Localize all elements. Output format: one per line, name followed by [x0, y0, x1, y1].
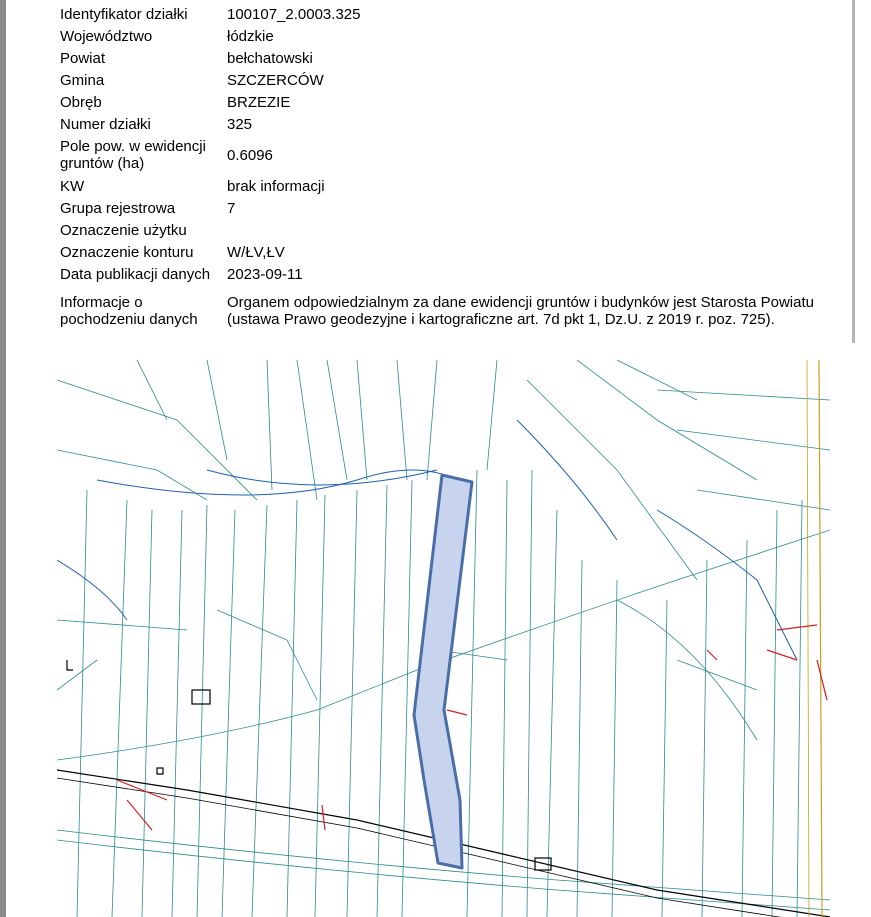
info-label: Numer działki	[60, 115, 151, 133]
info-row-contour	[60, 241, 840, 263]
info-row-precinct	[60, 91, 840, 113]
info-label: Obręb	[60, 93, 102, 111]
utility-lines	[117, 625, 827, 830]
cadastral-map-svg	[57, 360, 830, 917]
selected-parcel-325[interactable]	[414, 475, 472, 868]
info-value: brak informacji	[227, 177, 325, 195]
info-label: Oznaczenie konturu	[60, 243, 194, 261]
info-value: SZCZERCÓW	[227, 71, 324, 89]
info-row-area	[60, 135, 840, 175]
info-label: Informacje o pochodzeniu danych	[60, 294, 198, 328]
info-row-register-group	[60, 197, 840, 219]
buildings	[67, 660, 551, 870]
info-row-publication-date	[60, 263, 840, 285]
info-row-commune	[60, 69, 840, 91]
info-label: Grupa rejestrowa	[60, 199, 176, 217]
info-label: Data publikacji danych	[60, 265, 211, 283]
info-value: bełchatowski	[227, 49, 313, 67]
left-scroll-edge	[0, 0, 6, 917]
info-row-land-register	[60, 175, 840, 197]
info-value: 100107_2.0003.325	[227, 5, 361, 23]
right-scroll-edge	[852, 0, 855, 343]
info-value: 325	[227, 115, 253, 133]
info-value: Organem odpowiedzialnym za dane ewidencji gruntów i budynków jest Starosta Powiatu (ustawa Prawo geodezyjne i kartograficzne art. 7d pkt 1, Dz.U. z 2019 r. poz. 725).	[227, 294, 814, 328]
info-value: W/ŁV,ŁV	[227, 243, 285, 261]
info-value: 0.6096	[227, 146, 273, 164]
info-label: Województwo	[60, 27, 153, 45]
info-label: Powiat	[60, 49, 106, 67]
info-label: Oznaczenie użytku	[60, 221, 187, 239]
info-row-data-origin	[60, 285, 840, 337]
info-row-voivodeship	[60, 25, 840, 47]
parcel-info-table	[60, 3, 840, 337]
cadastral-map[interactable]	[57, 360, 830, 917]
info-row-identifier	[60, 3, 840, 25]
info-value: łódzkie	[227, 27, 274, 45]
info-label: Identyfikator działki	[60, 5, 188, 23]
info-row-county	[60, 47, 840, 69]
info-label: Pole pow. w ewidencji gruntów (ha)	[60, 138, 206, 172]
info-value: BRZEZIE	[227, 93, 291, 111]
info-row-parcel-number	[60, 113, 840, 135]
info-label: Gmina	[60, 71, 105, 89]
info-row-land-use	[60, 219, 840, 241]
info-value: 7	[227, 199, 236, 217]
info-value: 2023-09-11	[227, 265, 303, 283]
info-label: KW	[60, 177, 85, 195]
